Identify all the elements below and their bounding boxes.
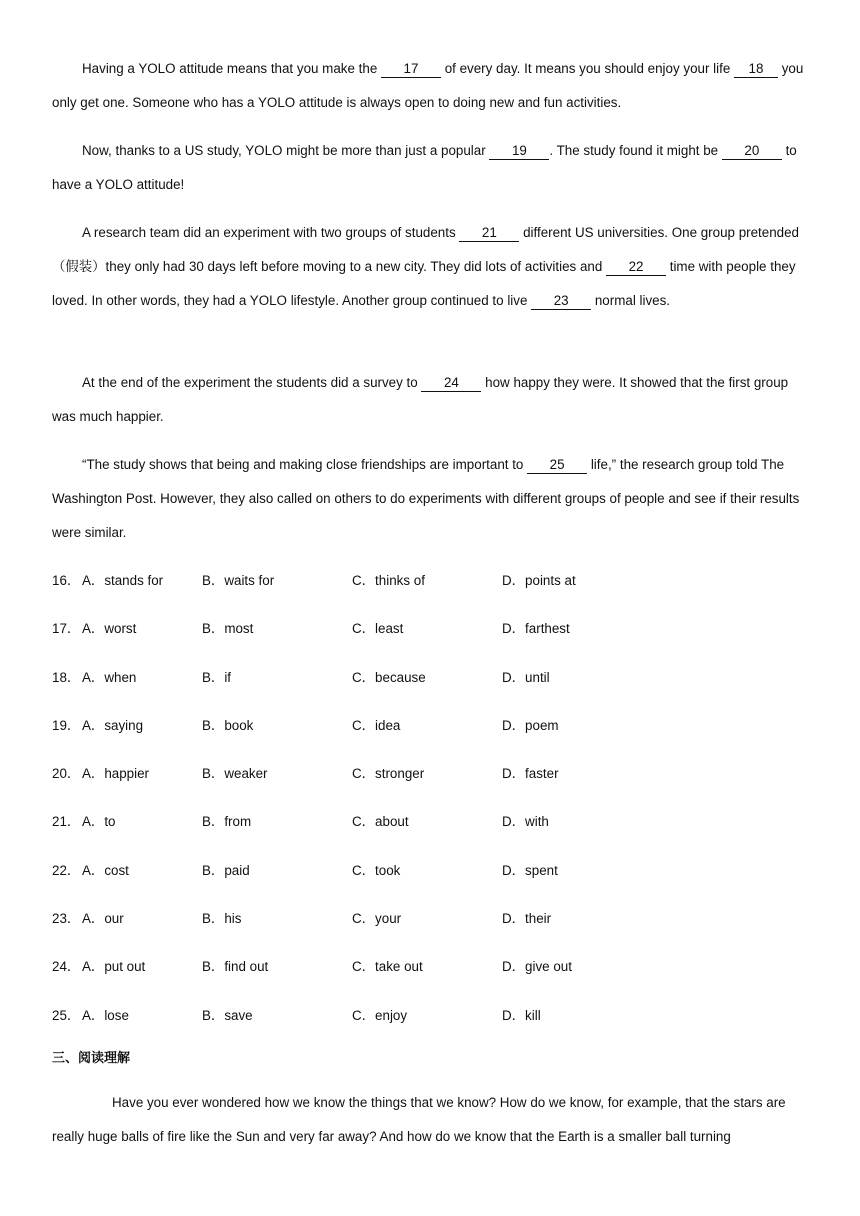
option-a[interactable]: A．put out xyxy=(82,959,146,975)
blank-19[interactable]: 19 xyxy=(489,143,549,160)
question-row xyxy=(52,902,812,950)
blank-24[interactable]: 24 xyxy=(421,375,481,392)
passage-text: A research team did an experiment with two groups of students xyxy=(82,225,460,240)
passage-text: Now, thanks to a US study, YOLO might be more than just a popular xyxy=(82,143,490,158)
question-row xyxy=(52,709,812,757)
question-number: 23． xyxy=(52,911,81,927)
option-b[interactable]: B．waits for xyxy=(202,573,275,588)
passage-paragraph-4 xyxy=(52,366,812,434)
question-row xyxy=(52,612,812,660)
question-row xyxy=(52,950,812,998)
passage-text: Having a YOLO attitude means that you make the xyxy=(82,61,381,76)
option-a[interactable]: A．happier xyxy=(82,766,149,782)
option-b[interactable]: B．find out xyxy=(202,959,269,975)
question-options-list xyxy=(52,564,812,1047)
option-a[interactable]: A．when xyxy=(82,669,137,685)
blank-18[interactable]: 18 xyxy=(734,61,778,78)
option-a[interactable]: A．worst xyxy=(82,621,137,637)
option-b[interactable]: B．paid xyxy=(202,862,250,878)
passage-text: . The study found it might be xyxy=(549,143,722,158)
option-c[interactable]: C．enjoy xyxy=(352,1007,408,1023)
option-b[interactable]: B．his xyxy=(202,911,242,927)
option-a[interactable]: A．to xyxy=(82,814,116,830)
question-number: 24． xyxy=(52,959,81,975)
option-c[interactable]: C．because xyxy=(352,669,426,685)
question-number: 20． xyxy=(52,766,81,782)
option-c[interactable]: C．your xyxy=(352,911,402,927)
option-a[interactable]: A．stands for xyxy=(82,573,164,588)
question-row xyxy=(52,805,812,853)
passage-text: to have a YOLO attitude! xyxy=(52,143,797,192)
blank-17[interactable]: 17 xyxy=(381,61,441,78)
passage-text: how happy they were. It showed that the first group was much happier. xyxy=(52,375,789,424)
question-number: 21． xyxy=(52,814,81,830)
option-d[interactable]: D．poem xyxy=(502,717,559,733)
passage-text: you only get one. Someone who has a YOLO attitude is always open to doing new and fun activities. xyxy=(52,61,804,110)
passage-text: life,” the research group told The Washington Post. However, they also called on others to do experiments with different groups of people and see if their results were similar. xyxy=(52,457,800,540)
question-number: 17． xyxy=(52,621,81,637)
option-b[interactable]: B．most xyxy=(202,621,254,637)
option-d[interactable]: D．spent xyxy=(502,862,558,878)
option-b[interactable]: B．save xyxy=(202,1007,253,1023)
passage-text: different US universities. One group pretended（假装）they only had 30 days left before moving to a new city. They did lots of activities and xyxy=(52,225,800,274)
passage-paragraph-5 xyxy=(52,448,812,550)
question-row xyxy=(52,757,812,805)
blank-21[interactable]: 21 xyxy=(459,225,519,242)
option-b[interactable]: B．book xyxy=(202,717,254,733)
option-a[interactable]: A．cost xyxy=(82,862,129,878)
blank-20[interactable]: 20 xyxy=(722,143,782,160)
option-d[interactable]: D．their xyxy=(502,911,552,927)
reading-passage-paragraph: Have you ever wondered how we know the things that we know? How do we know, for example, that the stars are really huge balls of fire like the Sun and very far away? And how do we know that the Earth is a smaller ball turning xyxy=(52,1095,786,1144)
option-c[interactable]: C．least xyxy=(352,621,404,637)
option-d[interactable]: D．give out xyxy=(502,959,572,975)
question-number: 19． xyxy=(52,717,81,733)
passage-text: At the end of the experiment the students did a survey to xyxy=(82,375,422,390)
option-c[interactable]: C．thinks of xyxy=(352,573,425,588)
option-d[interactable]: D．with xyxy=(502,814,549,830)
question-number: 18． xyxy=(52,669,81,685)
passage-paragraph-1 xyxy=(52,52,812,120)
passage-paragraph-2 xyxy=(52,134,812,202)
option-d[interactable]: D．farthest xyxy=(502,621,570,637)
question-number: 16． xyxy=(52,573,81,588)
passage-text: “The study shows that being and making close friendships are important to xyxy=(82,457,528,472)
option-d[interactable]: D．until xyxy=(502,669,550,685)
option-d[interactable]: D．kill xyxy=(502,1007,541,1023)
option-c[interactable]: C．idea xyxy=(352,717,401,733)
blank-25[interactable]: 25 xyxy=(527,457,587,474)
option-a[interactable]: A．lose xyxy=(82,1007,129,1023)
blank-22[interactable]: 22 xyxy=(606,259,666,276)
option-a[interactable]: A．our xyxy=(82,911,124,927)
passage-text: time with people they loved. In other words, they had a YOLO lifestyle. Another group continued to live xyxy=(52,259,796,308)
passage-text: normal lives. xyxy=(591,293,671,308)
option-b[interactable]: B．if xyxy=(202,669,232,685)
option-c[interactable]: C．take out xyxy=(352,959,423,975)
question-number: 22． xyxy=(52,862,81,878)
question-row xyxy=(52,564,812,612)
question-row xyxy=(52,854,812,902)
passage-text: of every day. It means you should enjoy your life xyxy=(440,61,734,76)
passage-paragraph-3 xyxy=(52,216,812,318)
question-row xyxy=(52,661,812,709)
option-d[interactable]: D．points at xyxy=(502,573,576,588)
option-c[interactable]: C．stronger xyxy=(352,766,425,782)
option-b[interactable]: B．weaker xyxy=(202,766,268,782)
option-c[interactable]: C．about xyxy=(352,814,409,830)
option-a[interactable]: A．saying xyxy=(82,717,144,733)
question-row xyxy=(52,999,812,1047)
option-c[interactable]: C．took xyxy=(352,862,401,878)
section-heading: 三、阅读理解 xyxy=(52,1051,131,1066)
question-number: 25． xyxy=(52,1007,81,1023)
option-d[interactable]: D．faster xyxy=(502,766,559,782)
option-b[interactable]: B．from xyxy=(202,814,252,830)
blank-23[interactable]: 23 xyxy=(531,293,591,310)
